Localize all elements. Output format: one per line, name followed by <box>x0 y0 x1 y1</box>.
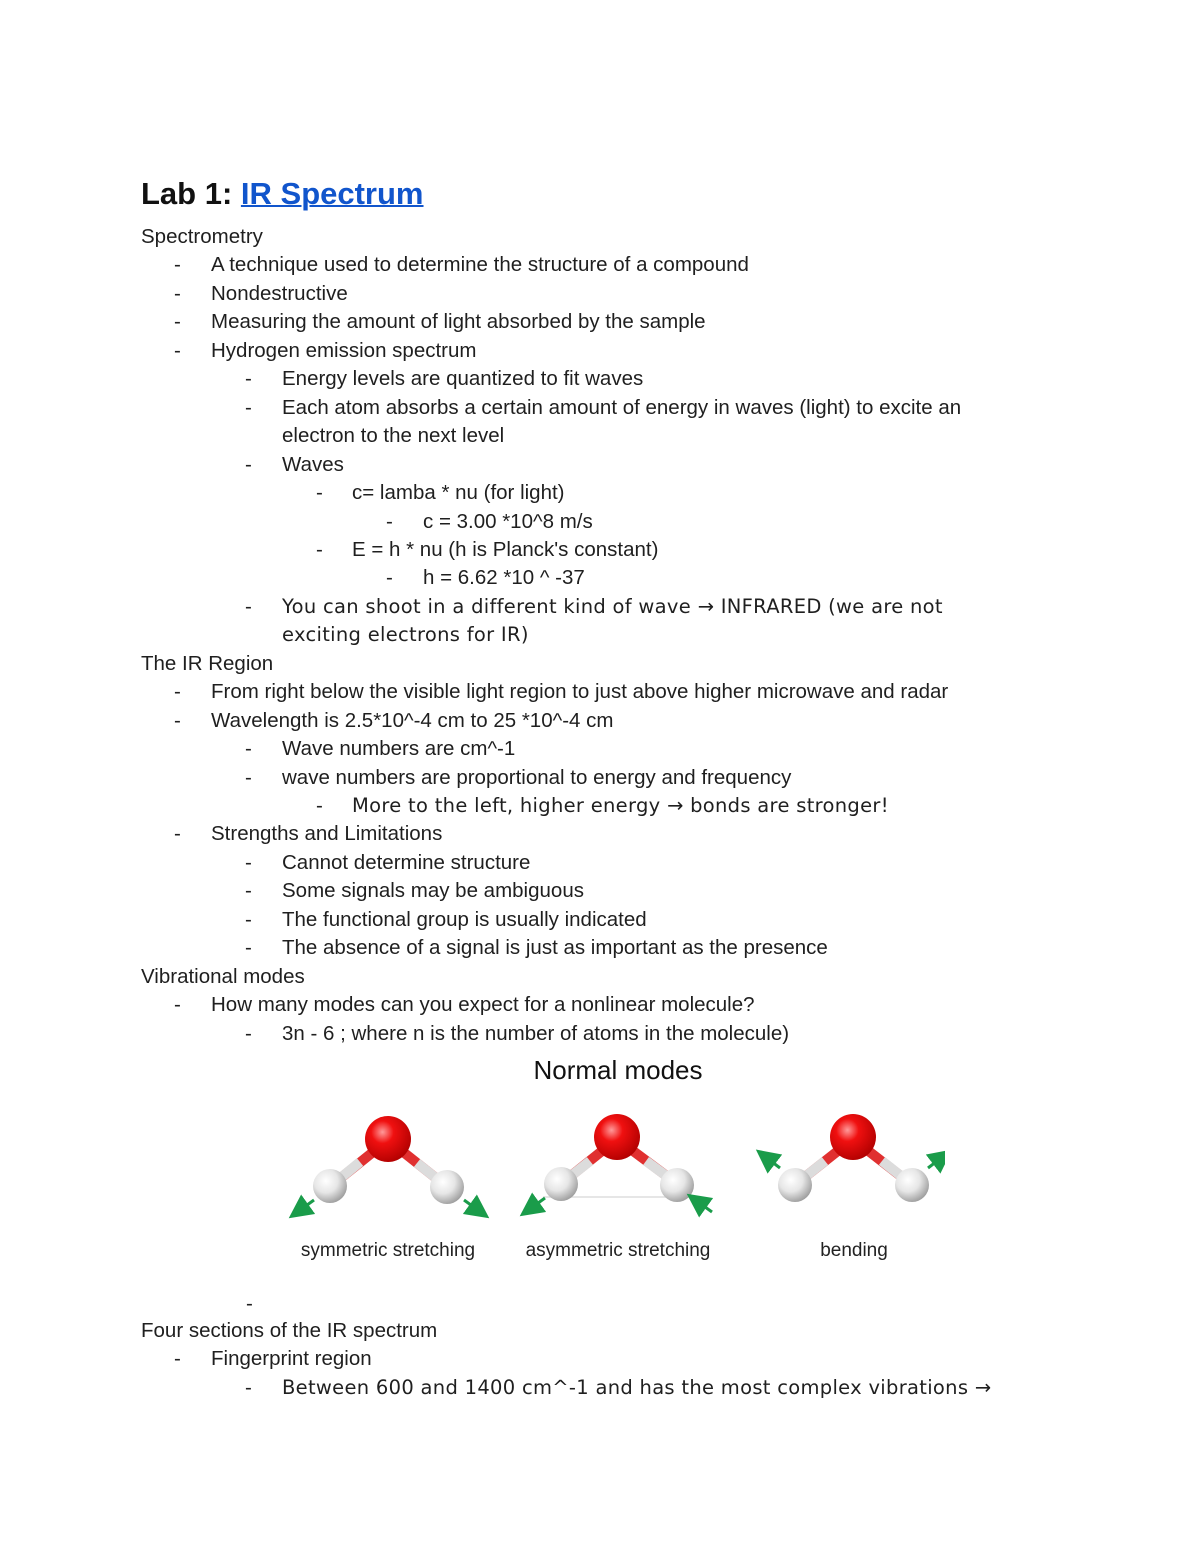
list-dash: - <box>245 850 252 874</box>
label-symmetric: symmetric stretching <box>300 1240 476 1261</box>
arrow-icon <box>296 1200 314 1213</box>
list-dash: - <box>316 537 323 561</box>
list-dash: - <box>245 395 252 419</box>
list-item: From right below the visible light region to just above higher microwave and radar <box>211 680 949 704</box>
list-item: Some signals may be ambiguous <box>282 879 584 903</box>
list-dash: - <box>245 765 252 789</box>
list-item: wave numbers are proportional to energy and frequency <box>282 765 792 789</box>
normal-modes-figure <box>280 1050 945 1290</box>
list-item: Hydrogen emission spectrum <box>211 338 477 362</box>
list-item: Each atom absorbs a certain amount of energy in waves (light) to excite an <box>282 395 962 419</box>
title-prefix: Lab 1: <box>141 176 241 211</box>
list-item: A technique used to determine the structure of a compound <box>211 253 749 277</box>
list-item: Wave numbers are cm^-1 <box>282 737 516 761</box>
list-dash: - <box>245 879 252 903</box>
page-title <box>141 176 424 212</box>
list-item: Waves <box>282 452 344 476</box>
list-item: Strengths and Limitations <box>211 822 443 846</box>
list-item: How many modes can you expect for a nonlinear molecule? <box>211 993 755 1017</box>
molecule-symmetric <box>296 1116 482 1213</box>
arrow-icon <box>694 1199 712 1212</box>
list-item: Nondestructive <box>211 281 348 305</box>
list-item: E = h * nu (h is Planck's constant) <box>352 537 659 561</box>
list-dash: - <box>245 594 252 618</box>
list-item: More to the left, higher energy → bonds are stronger! <box>352 794 889 817</box>
section-heading: Spectrometry <box>141 225 263 248</box>
list-dash: - <box>316 794 323 817</box>
list-item: exciting electrons for IR) <box>282 623 529 647</box>
list-dash: - <box>245 936 252 960</box>
arrow-icon <box>763 1155 780 1168</box>
list-item: c = 3.00 *10^8 m/s <box>423 509 593 533</box>
list-dash: - <box>245 1375 252 1399</box>
list-dash: - <box>246 1292 253 1315</box>
list-dash: - <box>245 1021 252 1045</box>
section-heading: The IR Region <box>141 651 274 675</box>
list-item: 3n - 6 ; where n is the number of atoms in the molecule) <box>282 1021 790 1045</box>
list-item: c= lamba * nu (for light) <box>352 481 565 505</box>
list-item: You can shoot in a different kind of wave → INFRARED (we are not <box>282 594 943 618</box>
list-item: Fingerprint region <box>211 1347 372 1371</box>
list-dash: - <box>245 452 252 476</box>
list-dash: - <box>316 481 323 505</box>
arrow-icon <box>928 1155 945 1168</box>
list-dash: - <box>386 566 393 590</box>
list-dash: - <box>174 1347 181 1371</box>
hydrogen-atom <box>544 1167 578 1201</box>
arrow-icon <box>464 1200 482 1213</box>
list-item: Cannot determine structure <box>282 850 531 874</box>
list-dash: - <box>174 281 181 305</box>
molecule-bending <box>763 1114 945 1202</box>
list-item: The functional group is usually indicated <box>282 907 647 931</box>
figure-title: Normal modes <box>533 1055 703 1085</box>
oxygen-atom <box>594 1114 640 1160</box>
list-dash: - <box>174 680 181 704</box>
list-item: Measuring the amount of light absorbed by the sample <box>211 310 706 334</box>
list-dash: - <box>174 822 181 846</box>
list-item: h = 6.62 *10 ^ -37 <box>423 566 585 590</box>
hydrogen-atom <box>660 1168 694 1202</box>
title-link[interactable]: IR Spectrum <box>240 176 424 211</box>
hydrogen-atom <box>778 1168 812 1202</box>
list-item: Wavelength is 2.5*10^-4 cm to 25 *10^-4 cm <box>211 708 614 732</box>
list-dash: - <box>245 367 252 391</box>
molecule-asymmetric <box>527 1114 712 1212</box>
label-bending: bending <box>820 1240 888 1261</box>
oxygen-atom <box>830 1114 876 1160</box>
list-dash: - <box>386 509 393 533</box>
list-dash: - <box>245 907 252 931</box>
list-item: Energy levels are quantized to fit waves <box>282 367 644 391</box>
normal-modes-diagram <box>280 1050 945 1290</box>
section-heading: Four sections of the IR spectrum <box>141 1319 438 1342</box>
list-dash: - <box>245 737 252 761</box>
label-asymmetric: asymmetric stretching <box>525 1240 711 1261</box>
list-dash: - <box>174 993 181 1017</box>
list-item: electron to the next level <box>282 424 505 448</box>
list-item: The absence of a signal is just as important as the presence <box>282 936 828 960</box>
list-dash: - <box>174 310 181 334</box>
list-dash: - <box>174 338 181 362</box>
section-heading: Vibrational modes <box>141 964 305 988</box>
hydrogen-atom <box>313 1169 347 1203</box>
arrow-icon <box>527 1198 545 1211</box>
hydrogen-atom <box>895 1168 929 1202</box>
list-dash: - <box>174 708 181 732</box>
list-dash: - <box>174 253 181 277</box>
oxygen-atom <box>365 1116 411 1162</box>
list-item: Between 600 and 1400 cm^-1 and has the most complex vibrations → <box>282 1375 992 1399</box>
hydrogen-atom <box>430 1170 464 1204</box>
